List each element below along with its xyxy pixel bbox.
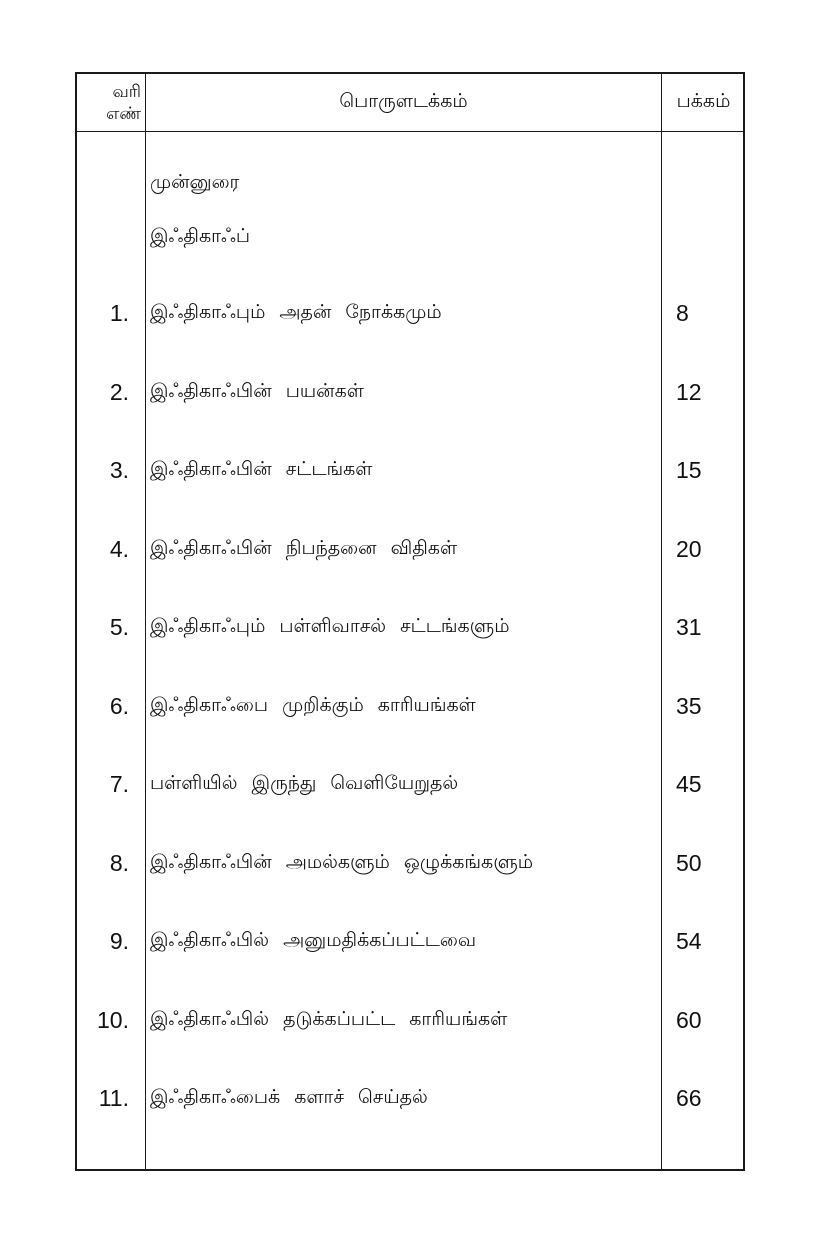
header-line-number-bottom: எண்	[106, 103, 141, 124]
toc-row	[77, 689, 743, 723]
toc-entry-page: 66	[676, 1084, 702, 1111]
toc-entry-number: 4.	[109, 535, 129, 562]
toc-preface-row	[77, 220, 743, 254]
toc-row	[77, 1003, 743, 1037]
toc-preface-row	[77, 166, 743, 200]
toc-entry-title: பள்ளியில் இருந்து வெளியேறுதல்	[150, 771, 459, 794]
toc-entry-title: இஃதிகாஃபின் சட்டங்கள்	[150, 457, 373, 480]
toc-entry-title: இஃதிகாஃபின் நிபந்தனை விதிகள்	[150, 536, 458, 559]
toc-entry-title: முன்னுரை	[150, 170, 240, 193]
toc-entry-title: இஃதிகாஃபின் பயன்கள்	[150, 379, 364, 402]
toc-entry-title: இஃதிகாஃபில் தடுக்கப்பட்ட காரியங்கள்	[150, 1007, 508, 1030]
toc-entry-number: 11.	[98, 1084, 129, 1111]
toc-entry-number: 1.	[109, 299, 129, 326]
toc-entry-number: 9.	[109, 927, 129, 954]
toc-entry-number: 3.	[109, 456, 129, 483]
toc-entry-number: 7.	[109, 770, 129, 797]
toc-entry-page: 45	[676, 770, 702, 797]
toc-entry-page: 8	[676, 299, 689, 326]
toc-entry-number: 2.	[109, 378, 129, 405]
toc-entry-number: 6.	[109, 692, 129, 719]
toc-row	[77, 375, 743, 409]
toc-entry-page: 54	[676, 927, 702, 954]
header-line-number	[77, 74, 143, 131]
table-of-contents	[75, 72, 745, 1171]
toc-entry-page: 35	[676, 692, 702, 719]
toc-entry-page: 31	[676, 613, 702, 640]
toc-row	[77, 767, 743, 801]
toc-entry-number: 10.	[97, 1006, 129, 1033]
toc-entry-title: இஃதிகாஃபை முறிக்கும் காரியங்கள்	[150, 693, 476, 716]
header-page: பக்கம்	[676, 90, 731, 112]
toc-row	[77, 610, 743, 644]
toc-entry-page: 60	[676, 1006, 702, 1033]
toc-entry-page: 12	[676, 378, 702, 405]
toc-row	[77, 453, 743, 487]
toc-entry-title: இஃதிகாஃபும் பள்ளிவாசல் சட்டங்களும்	[150, 614, 510, 637]
toc-entry-number: 5.	[109, 613, 129, 640]
header-line-number-top: வரி	[112, 81, 141, 102]
header-contents: பொருளடக்கம்	[339, 90, 468, 112]
toc-entry-number: 8.	[109, 849, 129, 876]
toc-entry-title: இஃதிகாஃப்	[150, 224, 251, 247]
toc-entry-title: இஃதிகாஃபும் அதன் நோக்கமும்	[150, 300, 442, 323]
toc-entry-title: இஃதிகாஃபின் அமல்களும் ஒழுக்கங்களும்	[150, 850, 534, 873]
toc-row	[77, 924, 743, 958]
toc-row	[77, 296, 743, 330]
toc-row	[77, 532, 743, 566]
toc-entry-page: 15	[676, 456, 702, 483]
toc-entry-page: 20	[676, 535, 702, 562]
header-divider	[77, 131, 743, 132]
toc-entry-page: 50	[676, 849, 702, 876]
toc-entry-title: இஃதிகாஃபைக் களாச் செய்தல்	[150, 1085, 428, 1108]
toc-row	[77, 846, 743, 880]
toc-row	[77, 1081, 743, 1115]
toc-entry-title: இஃதிகாஃபில் அனுமதிக்கப்பட்டவை	[150, 928, 477, 951]
